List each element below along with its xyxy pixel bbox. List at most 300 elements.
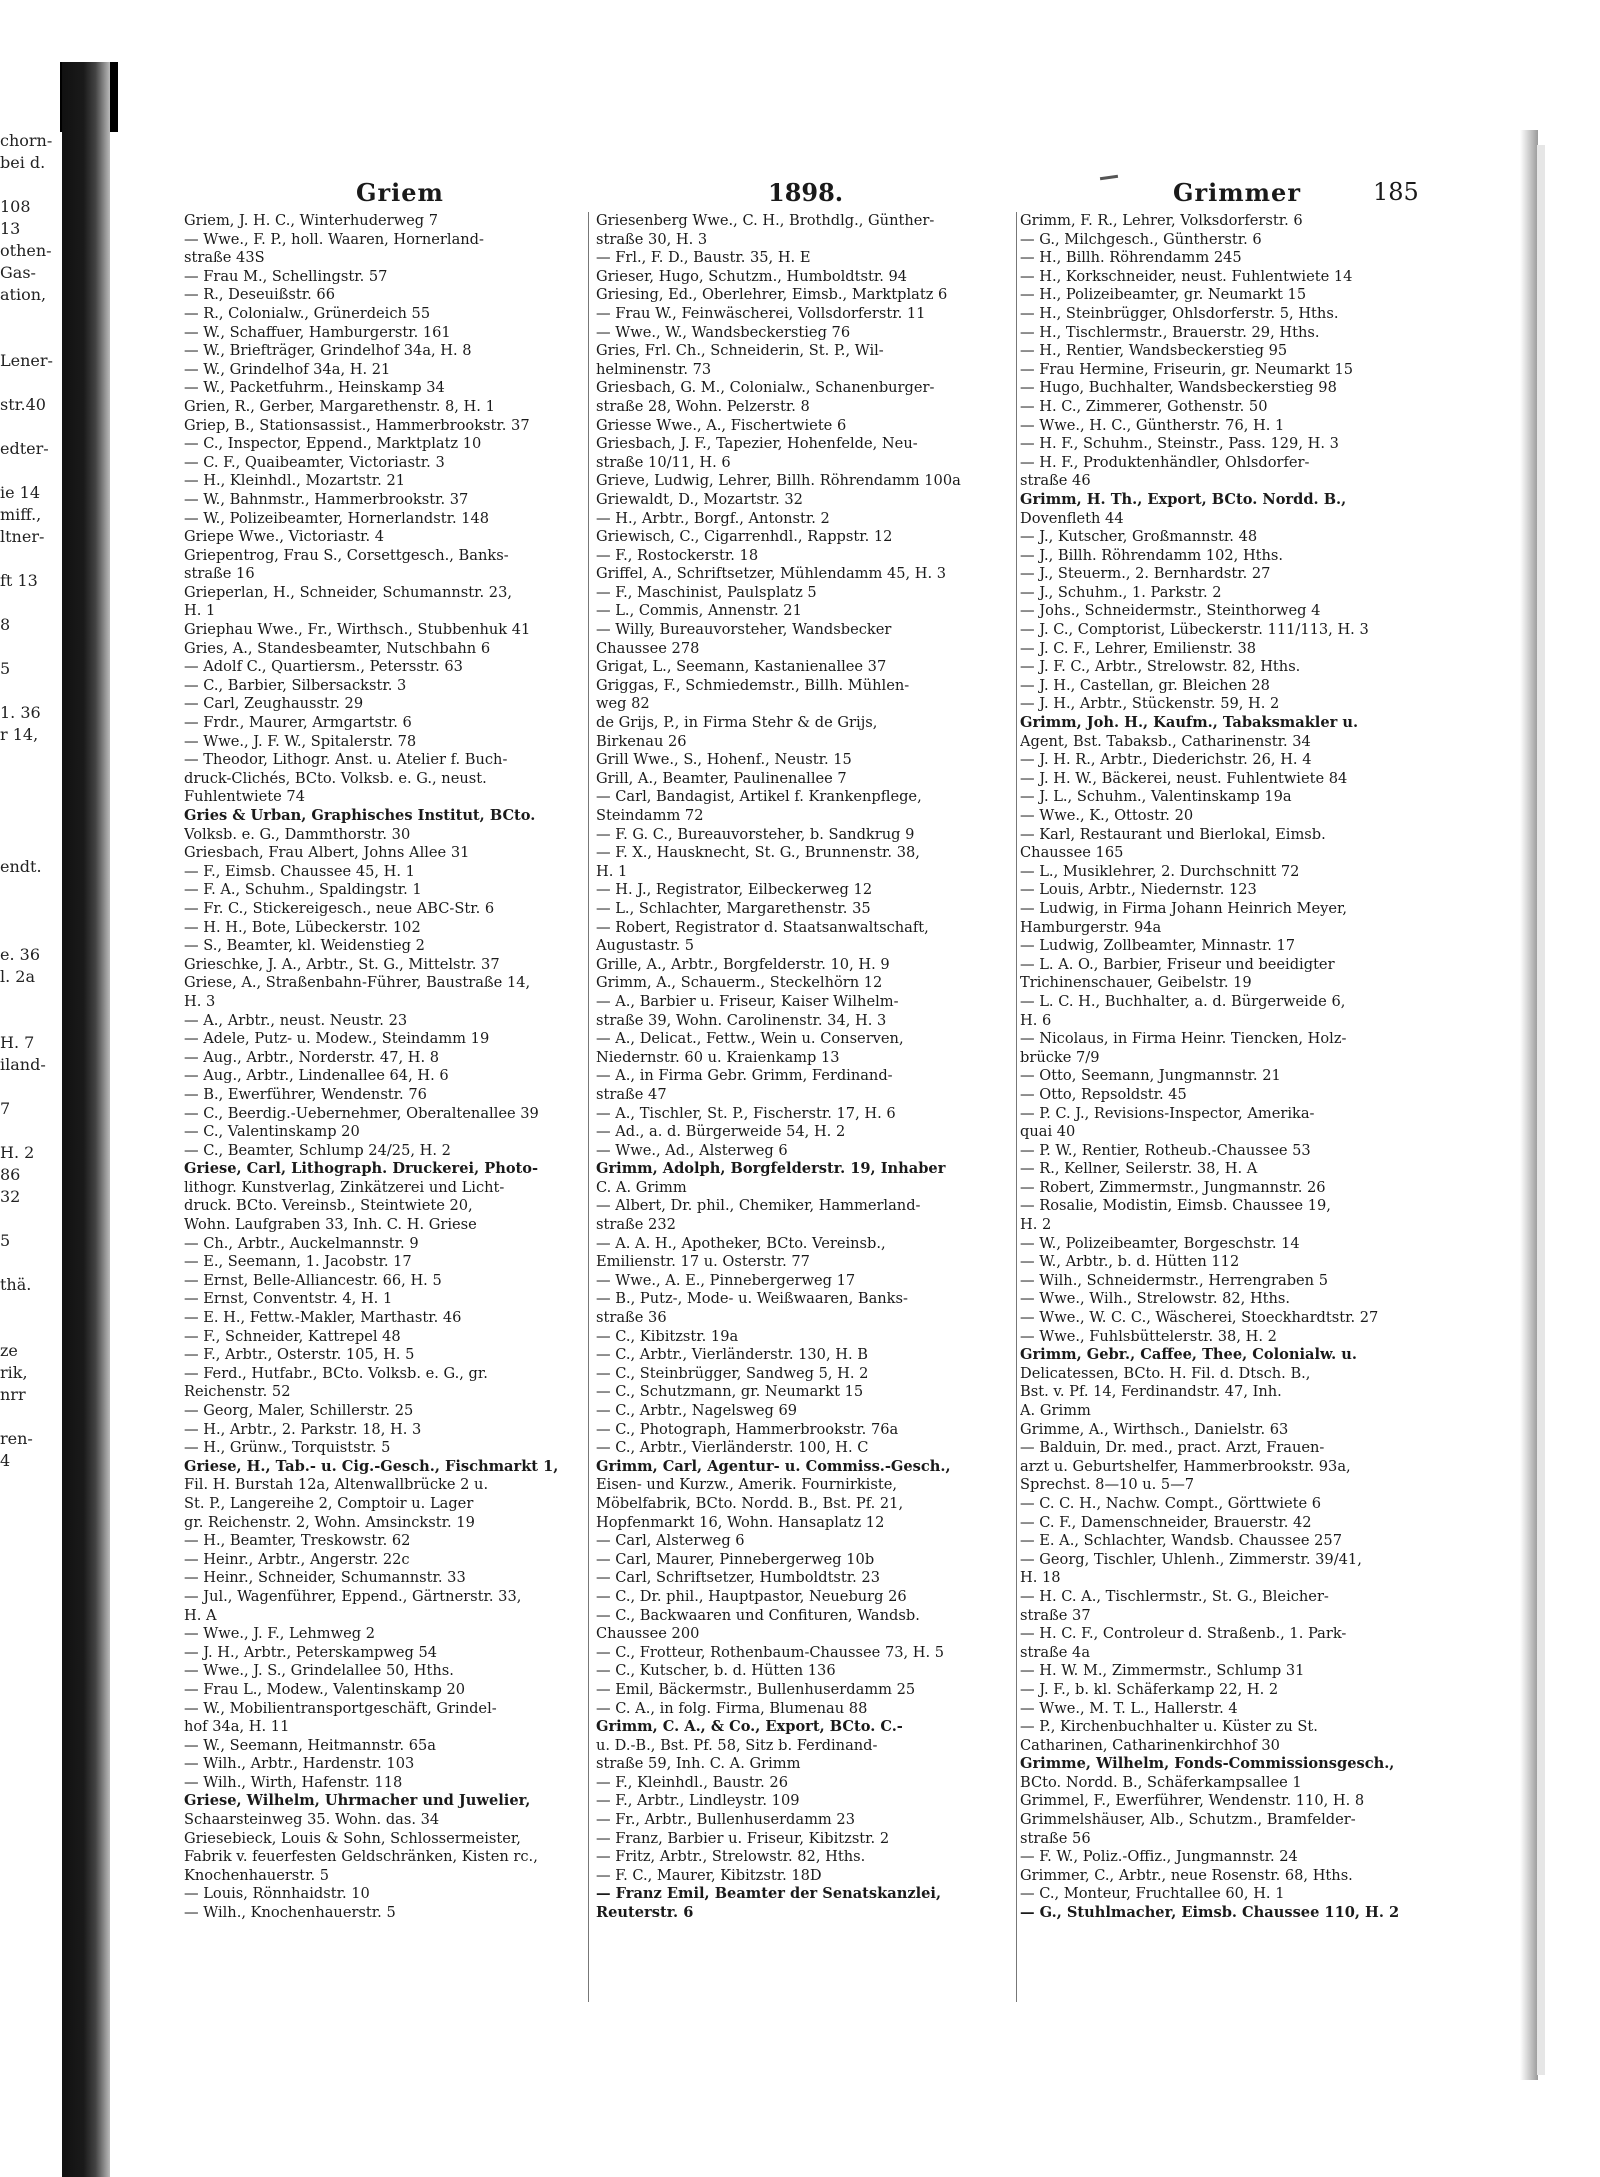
directory-entry-line: Gries, A., Standesbeamter, Nutschbahn 6 bbox=[184, 639, 491, 657]
directory-entry-line: — B., Putz-, Mode- u. Weißwaaren, Banks- bbox=[596, 1290, 908, 1308]
left-page-line: 108 bbox=[0, 197, 31, 216]
directory-entry-line: — H., Grünw., Torquiststr. 5 bbox=[184, 1439, 391, 1457]
directory-entry-line: — H. W. M., Zimmermstr., Schlump 31 bbox=[1020, 1662, 1305, 1680]
directory-entry-line: — Fritz, Arbtr., Strelowstr. 82, Hths. bbox=[596, 1848, 866, 1866]
header-right-keyword: Grimmer bbox=[1173, 178, 1301, 207]
directory-entry-line: Emilienstr. 17 u. Osterstr. 77 bbox=[596, 1253, 810, 1271]
directory-entry-line: Fuhlentwiete 74 bbox=[184, 788, 305, 806]
directory-entry-line: straße 28, Wohn. Pelzerstr. 8 bbox=[596, 397, 810, 415]
directory-entry-line: — A., Arbtr., neust. Neustr. 23 bbox=[184, 1011, 408, 1029]
directory-entry-line: — H., Polizeibeamter, gr. Neumarkt 15 bbox=[1020, 286, 1307, 304]
left-page-line: ie 14 bbox=[0, 483, 41, 502]
directory-entry-line: Griesenberg Wwe., C. H., Brothdlg., Günther- bbox=[596, 212, 935, 229]
left-page-line: ze bbox=[0, 1341, 18, 1360]
directory-entry-line: — E. A., Schlachter, Wandsb. Chaussee 257 bbox=[1020, 1532, 1342, 1550]
directory-entry-line: — Frau L., Modew., Valentinskamp 20 bbox=[184, 1680, 466, 1698]
directory-column-3 bbox=[1020, 212, 1435, 1923]
directory-entry-line: — W., Seemann, Heitmannstr. 65a bbox=[184, 1736, 436, 1754]
directory-entry-line: quai 40 bbox=[1020, 1123, 1076, 1141]
directory-entry-line: — J. H., Arbtr., Stückenstr. 59, H. 2 bbox=[1020, 695, 1280, 713]
left-page-line bbox=[0, 900, 58, 922]
directory-entry-line: — H. C. F., Controleur d. Straßenb., 1. Park- bbox=[1020, 1625, 1347, 1643]
directory-entry-line: — Wwe., A. E., Pinnebergerweg 17 bbox=[596, 1271, 856, 1289]
directory-entry-line: — C., Barbier, Silbersackstr. 3 bbox=[184, 676, 407, 694]
directory-entry-line: straße 16 bbox=[184, 565, 255, 583]
directory-entry-line: — A., Delicat., Fettw., Wein u. Conserven, bbox=[596, 1030, 904, 1048]
directory-entry-line: — L. A. O., Barbier, Friseur und beeidigter bbox=[1020, 955, 1335, 973]
directory-entry-line: Grimm, Joh. H., Kaufm., Tabaksmakler u. bbox=[1020, 714, 1359, 732]
directory-entry-line: — C., Arbtr., Nagelsweg 69 bbox=[596, 1402, 798, 1419]
directory-entry-line: H. 1 bbox=[184, 602, 216, 620]
directory-entry-line: — C., Dr. phil., Hauptpastor, Neueburg 26 bbox=[596, 1587, 907, 1605]
directory-entry-line: — F., Maschinist, Paulsplatz 5 bbox=[596, 583, 817, 601]
left-page-line bbox=[0, 1010, 58, 1032]
directory-entry-line: — Johs., Schneidermstr., Steinthorweg 4 bbox=[1020, 602, 1321, 620]
directory-entry-line: — P. C. J., Revisions-Inspector, Amerika- bbox=[1020, 1104, 1315, 1122]
directory-entry-line: Grimmelshäuser, Alb., Schutzm., Bramfelder- bbox=[1020, 1811, 1356, 1829]
directory-entry-line: Fabrik v. feuerfesten Geldschränken, Kisten rc., bbox=[184, 1848, 538, 1866]
directory-entry-line: straße 30, H. 3 bbox=[596, 230, 708, 248]
directory-entry-line: — Louis, Rönnhaidstr. 10 bbox=[184, 1885, 370, 1903]
header-left-keyword: Griem bbox=[356, 178, 444, 207]
directory-entry-line: — R., Kellner, Seilerstr. 38, H. A bbox=[1020, 1160, 1258, 1178]
directory-entry-line: — H., Beamter, Treskowstr. 62 bbox=[184, 1532, 411, 1550]
left-page-line: ren- bbox=[0, 1429, 33, 1448]
directory-entry-line: H. A bbox=[184, 1606, 217, 1624]
directory-entry-line: Griesebieck, Louis & Sohn, Schlossermeister, bbox=[184, 1829, 521, 1847]
page-number: 185 bbox=[1373, 178, 1419, 206]
directory-entry-line: Catharinen, Catharinenkirchhof 30 bbox=[1020, 1736, 1280, 1754]
directory-entry-line: Griese, Carl, Lithograph. Druckerei, Photo- bbox=[184, 1160, 539, 1178]
directory-entry-line: Schaarsteinweg 35. Wohn. das. 34 bbox=[184, 1811, 440, 1829]
left-page-line bbox=[0, 812, 58, 834]
left-page-line: thä. bbox=[0, 1275, 32, 1294]
left-page-line: nrr bbox=[0, 1385, 26, 1404]
left-page-line: 4 bbox=[0, 1451, 11, 1470]
directory-entry-line: — C. A., in folg. Firma, Blumenau 88 bbox=[596, 1699, 868, 1717]
directory-entry-line: — Heinr., Arbtr., Angerstr. 22c bbox=[184, 1550, 410, 1568]
directory-entry-line: — F., Arbtr., Osterstr. 105, H. 5 bbox=[184, 1346, 415, 1364]
left-page-line bbox=[0, 680, 58, 702]
directory-entry-line: — Wwe., J. F., Lehmweg 2 bbox=[184, 1625, 375, 1643]
directory-entry-line: — H., Steinbrügger, Ohlsdorferstr. 5, Hths. bbox=[1020, 304, 1339, 322]
directory-entry-line: — A. A. H., Apotheker, BCto. Vereinsb., bbox=[596, 1234, 886, 1252]
directory-entry-line: — H. C., Zimmerer, Gothenstr. 50 bbox=[1020, 397, 1268, 415]
directory-entry-line: — Wilh., Arbtr., Hardenstr. 103 bbox=[184, 1755, 415, 1773]
directory-entry-line: Grimmer, C., Arbtr., neue Rosenstr. 68, Hths. bbox=[1020, 1866, 1353, 1884]
left-page-line bbox=[0, 988, 58, 1010]
left-page-line bbox=[0, 416, 58, 438]
directory-entry-line: Grimm, A., Schauerm., Steckelhörn 12 bbox=[596, 974, 883, 992]
directory-entry-line: Steindamm 72 bbox=[596, 807, 704, 824]
directory-entry-line: — Rosalie, Modistin, Eimsb. Chaussee 19, bbox=[1020, 1197, 1331, 1215]
directory-entry-line: — J. L., Schuhm., Valentinskamp 19a bbox=[1020, 788, 1292, 806]
directory-entry-line: — Wilh., Schneidermstr., Herrengraben 5 bbox=[1020, 1271, 1329, 1289]
directory-entry-line: — R., Colonialw., Grünerdeich 55 bbox=[184, 304, 431, 322]
left-page-line bbox=[0, 636, 58, 658]
directory-entry-line: H. 1 bbox=[596, 862, 628, 880]
left-page-line: 5 bbox=[0, 1231, 11, 1250]
directory-entry-line: straße 46 bbox=[1020, 472, 1091, 490]
directory-entry-line: Griffel, A., Schriftsetzer, Mühlendamm 45, H. 3 bbox=[596, 565, 947, 583]
directory-entry-line: — E., Seemann, 1. Jacobstr. 17 bbox=[184, 1253, 412, 1271]
directory-entry-line: Grigat, L., Seemann, Kastanienallee 37 bbox=[596, 658, 887, 676]
directory-entry-line: — Fr. C., Stickereigesch., neue ABC-Str. 6 bbox=[184, 899, 495, 917]
directory-entry-line: Grimm, Gebr., Caffee, Thee, Colonialw. u. bbox=[1020, 1346, 1357, 1364]
directory-entry-line: de Grijs, P., in Firma Stehr & de Grijs, bbox=[596, 714, 878, 732]
directory-entry-line: A. Grimm bbox=[1020, 1402, 1091, 1419]
directory-entry-line: — Wilh., Wirth, Hafenstr. 118 bbox=[184, 1773, 403, 1791]
left-page-line: 32 bbox=[0, 1187, 21, 1206]
directory-entry-line: Volksb. e. G., Dammthorstr. 30 bbox=[184, 825, 411, 843]
directory-entry-line: — Georg, Tischler, Uhlenh., Zimmerstr. 39/41, bbox=[1020, 1550, 1362, 1568]
directory-entry-line: — Ernst, Conventstr. 4, H. 1 bbox=[184, 1290, 393, 1308]
directory-entry-line: Chaussee 200 bbox=[596, 1625, 700, 1643]
directory-entry-line: — C., Arbtr., Vierländerstr. 130, H. B bbox=[596, 1346, 868, 1364]
directory-entry-line: — H. C. A., Tischlermstr., St. G., Bleicher- bbox=[1020, 1587, 1329, 1605]
left-page-line: 1. 36 bbox=[0, 703, 41, 722]
directory-entry-line: Griggas, F., Schmiedemstr., Billh. Mühlen- bbox=[596, 676, 910, 694]
left-page-line: Gas- bbox=[0, 263, 36, 282]
directory-entry-line: — H., Kleinhdl., Mozartstr. 21 bbox=[184, 472, 406, 490]
directory-entry-line: — J. H., Arbtr., Peterskampweg 54 bbox=[184, 1643, 438, 1661]
directory-entry-line: — C. F., Damenschneider, Brauerstr. 42 bbox=[1020, 1513, 1312, 1531]
directory-entry-line: — C., Inspector, Eppend., Marktplatz 10 bbox=[184, 435, 482, 453]
directory-entry-line: Griese, H., Tab.- u. Cig.-Gesch., Fischmarkt 1, bbox=[184, 1457, 559, 1475]
left-page-line bbox=[0, 1406, 58, 1428]
directory-entry-line: — Adele, Putz- u. Modew., Steindamm 19 bbox=[184, 1030, 490, 1048]
directory-entry-line: C. A. Grimm bbox=[596, 1178, 687, 1196]
directory-entry-line: Agent, Bst. Tabaksb., Catharinenstr. 34 bbox=[1020, 732, 1311, 750]
directory-entry-line: — J. H. W., Bäckerei, neust. Fuhlentwiete 84 bbox=[1020, 769, 1348, 787]
directory-entry-line: — J., Billh. Röhrendamm 102, Hths. bbox=[1020, 546, 1284, 564]
directory-entry-line: — Wwe., M. T. L., Hallerstr. 4 bbox=[1020, 1699, 1238, 1717]
directory-entry-line: — Otto, Repsoldstr. 45 bbox=[1020, 1085, 1187, 1103]
directory-entry-line: straße 39, Wohn. Carolinenstr. 34, H. 3 bbox=[596, 1011, 887, 1029]
directory-entry-line: Gries & Urban, Graphisches Institut, BCto. bbox=[184, 807, 536, 824]
directory-entry-line: — Louis, Arbtr., Niedernstr. 123 bbox=[1020, 881, 1257, 899]
directory-entry-line: Grieperlan, H., Schneider, Schumannstr. 23, bbox=[184, 583, 513, 601]
directory-entry-line: — Wwe., W. C. C., Wäscherei, Stoeckhardtstr. 27 bbox=[1020, 1309, 1379, 1327]
left-page-line: miff., bbox=[0, 505, 42, 524]
directory-entry-line: u. D.-B., Bst. Pf. 58, Sitz b. Ferdinand- bbox=[596, 1736, 878, 1754]
directory-entry-line: Augustastr. 5 bbox=[596, 937, 695, 955]
directory-entry-line: — C., Kibitzstr. 19a bbox=[596, 1327, 739, 1345]
directory-entry-line: — W., Arbtr., b. d. Hütten 112 bbox=[1020, 1253, 1240, 1271]
directory-entry-line: druck-Clichés, BCto. Volksb. e. G., neust. bbox=[184, 769, 487, 787]
left-page-line: endt. bbox=[0, 857, 42, 876]
left-page-line bbox=[0, 306, 58, 328]
left-page-line: H. 7 bbox=[0, 1033, 35, 1052]
left-page-line: Lener- bbox=[0, 351, 53, 370]
directory-entry-line: — H., Billh. Röhrendamm 245 bbox=[1020, 249, 1242, 267]
directory-entry-line: — Wwe., Wilh., Strelowstr. 82, Hths. bbox=[1020, 1290, 1291, 1308]
directory-entry-line: — W., Grindelhof 34a, H. 21 bbox=[184, 360, 391, 378]
left-page-line bbox=[0, 460, 58, 482]
directory-entry-line: — J. C., Comptorist, Lübeckerstr. 111/113, H. 3 bbox=[1020, 621, 1369, 639]
left-page-line: rik, bbox=[0, 1363, 28, 1382]
directory-entry-line: — Theodor, Lithogr. Anst. u. Atelier f. Buch- bbox=[184, 751, 508, 769]
directory-entry-line: Grimm, Carl, Agentur- u. Commiss.-Gesch., bbox=[596, 1457, 951, 1475]
directory-entry-line: — J., Kutscher, Großmannstr. 48 bbox=[1020, 528, 1258, 546]
directory-entry-line: Eisen- und Kurzw., Amerik. Fournirkiste, bbox=[596, 1476, 897, 1494]
directory-entry-line: Grimm, C. A., & Co., Export, BCto. C.- bbox=[596, 1718, 903, 1736]
directory-entry-line: — C. F., Quaibeamter, Victoriastr. 3 bbox=[184, 453, 445, 471]
directory-entry-line: — J., Schuhm., 1. Parkstr. 2 bbox=[1020, 583, 1222, 601]
directory-entry-line: — J. H., Castellan, gr. Bleichen 28 bbox=[1020, 676, 1270, 694]
directory-entry-line: — A., Barbier u. Friseur, Kaiser Wilhelm- bbox=[596, 992, 899, 1010]
directory-entry-line: straße 4a bbox=[1020, 1643, 1091, 1661]
left-page-line: r 14, bbox=[0, 725, 39, 744]
directory-entry-line: Griese, Wilhelm, Uhrmacher und Juwelier, bbox=[184, 1792, 531, 1810]
directory-entry-line: — C., Backwaaren und Confituren, Wandsb. bbox=[596, 1606, 920, 1624]
directory-entry-line: — H., Rentier, Wandsbeckerstieg 95 bbox=[1020, 342, 1288, 360]
left-page-line: edter- bbox=[0, 439, 49, 458]
directory-entry-line: — Aug., Arbtr., Lindenallee 64, H. 6 bbox=[184, 1067, 449, 1085]
directory-entry-line: Knochenhauerstr. 5 bbox=[184, 1866, 330, 1884]
directory-entry-line: — Carl, Maurer, Pinnebergerweg 10b bbox=[596, 1550, 875, 1568]
directory-entry-line: Grill Wwe., S., Hohenf., Neustr. 15 bbox=[596, 751, 852, 769]
directory-entry-line: — Franz, Barbier u. Friseur, Kibitzstr. 2 bbox=[596, 1829, 890, 1847]
directory-entry-line: — L., Commis, Annenstr. 21 bbox=[596, 602, 802, 620]
directory-entry-line: Grimm, Adolph, Borgfelderstr. 19, Inhaber bbox=[596, 1160, 946, 1178]
directory-entry-line: — Wwe., F. P., holl. Waaren, Hornerland- bbox=[184, 230, 484, 248]
left-page-line: 13 bbox=[0, 219, 21, 238]
left-page-line: l. 2a bbox=[0, 967, 36, 986]
directory-entry-line: Chaussee 278 bbox=[596, 639, 700, 657]
directory-entry-line: Gries, Frl. Ch., Schneiderin, St. P., Wil- bbox=[596, 342, 884, 360]
left-page-line bbox=[0, 1208, 58, 1230]
directory-entry-line: — Franz Emil, Beamter der Senatskanzlei, bbox=[596, 1885, 942, 1903]
directory-entry-line: Hopfenmarkt 16, Wohn. Hansaplatz 12 bbox=[596, 1513, 885, 1531]
left-page-line: iland- bbox=[0, 1055, 46, 1074]
directory-entry-line: — Wwe., K., Ottostr. 20 bbox=[1020, 807, 1194, 824]
directory-entry-line: — H. F., Schuhm., Steinstr., Pass. 129, H. 3 bbox=[1020, 435, 1339, 453]
directory-entry-line: Griewisch, C., Cigarrenhdl., Rappstr. 12 bbox=[596, 528, 893, 546]
page-edge-inner bbox=[1537, 145, 1545, 2075]
directory-entry-line: Grimme, A., Wirthsch., Danielstr. 63 bbox=[1020, 1420, 1289, 1438]
directory-entry-line: Grimmel, F., Ewerführer, Wendenstr. 110, H. 8 bbox=[1020, 1792, 1365, 1810]
directory-entry-line: H. 18 bbox=[1020, 1569, 1061, 1587]
directory-entry-line: straße 10/11, H. 6 bbox=[596, 453, 731, 471]
directory-entry-line: — Balduin, Dr. med., pract. Arzt, Frauen- bbox=[1020, 1439, 1325, 1457]
directory-entry-line: straße 56 bbox=[1020, 1829, 1091, 1847]
left-page-line: othen- bbox=[0, 241, 52, 260]
directory-entry-line: Sprechst. 8—10 u. 5—7 bbox=[1020, 1476, 1195, 1494]
directory-entry-line: straße 59, Inh. C. A. Grimm bbox=[596, 1755, 801, 1773]
left-page-line bbox=[0, 1252, 58, 1274]
directory-entry-line: Griepentrog, Frau S., Corsettgesch., Banks- bbox=[184, 546, 509, 564]
directory-entry-line: — B., Ewerführer, Wendenstr. 76 bbox=[184, 1085, 427, 1103]
left-page-line bbox=[0, 174, 58, 196]
directory-entry-line: Birkenau 26 bbox=[596, 732, 687, 750]
directory-entry-line: — Nicolaus, in Firma Heinr. Tiencken, Holz- bbox=[1020, 1030, 1347, 1048]
directory-entry-line: — C., Steinbrügger, Sandweg 5, H. 2 bbox=[596, 1364, 869, 1382]
directory-entry-line: — Hugo, Buchhalter, Wandsbeckerstieg 98 bbox=[1020, 379, 1337, 397]
directory-entry-line: — Wwe., Fuhlsbüttelerstr. 38, H. 2 bbox=[1020, 1327, 1277, 1345]
left-page-line bbox=[0, 922, 58, 944]
directory-entry-line: — L., Musiklehrer, 2. Durchschnitt 72 bbox=[1020, 862, 1300, 880]
directory-entry-line: straße 43S bbox=[184, 249, 265, 267]
directory-entry-line: — Frau M., Schellingstr. 57 bbox=[184, 267, 388, 285]
directory-entry-line: straße 47 bbox=[596, 1085, 667, 1103]
left-page-line: ft 13 bbox=[0, 571, 38, 590]
directory-entry-line: druck. BCto. Vereinsb., Steintwiete 20, bbox=[184, 1197, 473, 1215]
directory-entry-line: — W., Polizeibeamter, Hornerlandstr. 148 bbox=[184, 509, 490, 527]
directory-entry-line: — Heinr., Schneider, Schumannstr. 33 bbox=[184, 1569, 466, 1587]
directory-entry-line: gr. Reichenstr. 2, Wohn. Amsinckstr. 19 bbox=[184, 1513, 475, 1531]
directory-entry-line: — Wwe., Ad., Alsterweg 6 bbox=[596, 1141, 788, 1159]
left-page-line bbox=[0, 1120, 58, 1142]
directory-entry-line: — W., Schaffuer, Hamburgerstr. 161 bbox=[184, 323, 451, 341]
left-page-line: ation, bbox=[0, 285, 47, 304]
directory-column-1 bbox=[184, 212, 582, 1923]
directory-entry-line: — Adolf C., Quartiersm., Petersstr. 63 bbox=[184, 658, 463, 676]
directory-entry-line: — Aug., Arbtr., Norderstr. 47, H. 8 bbox=[184, 1048, 440, 1066]
directory-entry-line: Griep, B., Stationsassist., Hammerbrookstr. 37 bbox=[184, 416, 530, 434]
directory-entry-line: Reuterstr. 6 bbox=[596, 1904, 694, 1922]
directory-entry-line: — H. H., Bote, Lübeckerstr. 102 bbox=[184, 918, 421, 936]
directory-entry-line: — J. C. F., Lehrer, Emilienstr. 38 bbox=[1020, 639, 1257, 657]
directory-entry-line: — Wilh., Knochenhauerstr. 5 bbox=[184, 1904, 396, 1922]
directory-entry-line: — F. A., Schuhm., Spaldingstr. 1 bbox=[184, 881, 422, 899]
directory-entry-line: Griesbach, Frau Albert, Johns Allee 31 bbox=[184, 844, 470, 862]
directory-entry-line: Dovenfleth 44 bbox=[1020, 509, 1124, 527]
directory-entry-line: — W., Polizeibeamter, Borgeschstr. 14 bbox=[1020, 1234, 1300, 1252]
directory-entry-line: straße 36 bbox=[596, 1309, 667, 1327]
directory-entry-line: — H. J., Registrator, Eilbeckerweg 12 bbox=[596, 881, 873, 899]
directory-entry-line: Griesse Wwe., A., Fischertwiete 6 bbox=[596, 416, 847, 434]
directory-entry-line: — C., Beerdig.-Uebernehmer, Oberaltenallee 39 bbox=[184, 1104, 539, 1122]
directory-entry-line: Grien, R., Gerber, Margarethenstr. 8, H. 1 bbox=[184, 397, 495, 415]
directory-entry-line: — Otto, Seemann, Jungmannstr. 21 bbox=[1020, 1067, 1281, 1085]
directory-entry-line: — F., Schneider, Kattrepel 48 bbox=[184, 1327, 401, 1345]
directory-entry-line: Wohn. Laufgraben 33, Inh. C. H. Griese bbox=[184, 1216, 477, 1234]
directory-entry-line: — Frdr., Maurer, Armgartstr. 6 bbox=[184, 714, 412, 732]
directory-entry-line: — Ferd., Hutfabr., BCto. Volksb. e. G., gr. bbox=[184, 1364, 488, 1382]
directory-entry-line: — Wwe., W., Wandsbeckerstieg 76 bbox=[596, 323, 851, 341]
directory-entry-line: Griesing, Ed., Oberlehrer, Eimsb., Marktplatz 6 bbox=[596, 286, 948, 304]
directory-entry-line: — F., Rostockerstr. 18 bbox=[596, 546, 759, 564]
directory-entry-line: — Jul., Wagenführer, Eppend., Gärtnerstr. 33, bbox=[184, 1587, 522, 1605]
directory-entry-line: — H., Arbtr., Borgf., Antonstr. 2 bbox=[596, 509, 830, 527]
directory-entry-line: Möbelfabrik, BCto. Nordd. B., Bst. Pf. 21, bbox=[596, 1494, 904, 1512]
header-year: 1898. bbox=[768, 178, 844, 207]
directory-entry-line: — Emil, Bäckermstr., Bullenhuserdamm 25 bbox=[596, 1680, 916, 1698]
directory-entry-line: Grimm, F. R., Lehrer, Volksdorferstr. 6 bbox=[1020, 212, 1303, 229]
left-page-fragment bbox=[0, 130, 58, 2030]
left-page-line: chorn- bbox=[0, 131, 53, 150]
directory-entry-line: — H., Arbtr., 2. Parkstr. 18, H. 3 bbox=[184, 1420, 422, 1438]
left-page-line: bei d. bbox=[0, 153, 46, 172]
directory-column-2 bbox=[596, 212, 1018, 1923]
directory-entry-line: Hamburgerstr. 94a bbox=[1020, 918, 1162, 936]
left-page-line bbox=[0, 1318, 58, 1340]
directory-entry-line: — C., Valentinskamp 20 bbox=[184, 1123, 360, 1141]
directory-entry-line: — Robert, Zimmermstr., Jungmannstr. 26 bbox=[1020, 1178, 1326, 1196]
column-rule bbox=[588, 212, 589, 2002]
directory-entry-line: — F. C., Maurer, Kibitzstr. 18D bbox=[596, 1866, 822, 1884]
directory-entry-line: Grimm, H. Th., Export, BCto. Nordd. B., bbox=[1020, 490, 1347, 508]
left-page-line: 8 bbox=[0, 615, 11, 634]
directory-entry-line: H. 2 bbox=[1020, 1216, 1052, 1234]
directory-entry-line: — L. C. H., Buchhalter, a. d. Bürgerweide 6, bbox=[1020, 992, 1346, 1010]
directory-entry-line: Griewaldt, D., Mozartstr. 32 bbox=[596, 490, 803, 508]
page-edge bbox=[1520, 130, 1538, 2080]
directory-entry-line: — J., Steuerm., 2. Bernhardstr. 27 bbox=[1020, 565, 1271, 583]
directory-entry-line: — C., Arbtr., Vierländerstr. 100, H. C bbox=[596, 1439, 869, 1457]
directory-entry-line: — J. H. R., Arbtr., Diederichstr. 26, H. 4 bbox=[1020, 751, 1312, 769]
directory-entry-line: — Ad., a. d. Bürgerweide 54, H. 2 bbox=[596, 1123, 846, 1141]
directory-entry-line: — H., Korkschneider, neust. Fuhlentwiete 14 bbox=[1020, 267, 1353, 285]
directory-entry-line: — C., Schutzmann, gr. Neumarkt 15 bbox=[596, 1383, 864, 1401]
directory-entry-line: — P., Kirchenbuchhalter u. Küster zu St. bbox=[1020, 1718, 1318, 1736]
directory-entry-line: — Frau W., Feinwäscherei, Vollsdorferstr. 11 bbox=[596, 304, 926, 322]
book-gutter bbox=[62, 62, 110, 2177]
directory-entry-line: helminenstr. 73 bbox=[596, 360, 712, 378]
directory-entry-line: Grille, A., Arbtr., Borgfelderstr. 10, H. 9 bbox=[596, 955, 890, 973]
left-page-line: 5 bbox=[0, 659, 11, 678]
directory-entry-line: — C., Photograph, Hammerbrookstr. 76a bbox=[596, 1420, 899, 1438]
directory-entry-line: — F., Kleinhdl., Baustr. 26 bbox=[596, 1773, 788, 1791]
left-page-line: e. 36 bbox=[0, 945, 40, 964]
directory-entry-line: Niedernstr. 60 u. Kraienkamp 13 bbox=[596, 1048, 840, 1066]
directory-entry-line: — G., Milchgesch., Güntherstr. 6 bbox=[1020, 230, 1262, 248]
directory-entry-line: brücke 7/9 bbox=[1020, 1048, 1100, 1066]
left-page-line: str.40 bbox=[0, 395, 46, 414]
directory-entry-line: Grill, A., Beamter, Paulinenallee 7 bbox=[596, 769, 847, 787]
left-page-line bbox=[0, 790, 58, 812]
directory-entry-line: Reichenstr. 52 bbox=[184, 1383, 291, 1401]
left-page-line bbox=[0, 372, 58, 394]
left-page-line bbox=[0, 1076, 58, 1098]
left-page-line bbox=[0, 878, 58, 900]
directory-entry-line: — Karl, Restaurant und Bierlokal, Eimsb. bbox=[1020, 825, 1326, 843]
left-page-line: 86 bbox=[0, 1165, 21, 1184]
directory-entry-line: — W., Mobilientransportgeschäft, Grindel- bbox=[184, 1699, 497, 1717]
directory-entry-line: H. 3 bbox=[184, 992, 216, 1010]
directory-entry-line: — F., Eimsb. Chaussee 45, H. 1 bbox=[184, 862, 415, 880]
directory-entry-line: — W., Briefträger, Grindelhof 34a, H. 8 bbox=[184, 342, 472, 360]
directory-entry-line: — H., Tischlermstr., Brauerstr. 29, Hths. bbox=[1020, 323, 1320, 341]
left-page-line bbox=[0, 1296, 58, 1318]
directory-entry-line: — C., Monteur, Fruchtallee 60, H. 1 bbox=[1020, 1885, 1285, 1903]
directory-entry-line: — Ch., Arbtr., Auckelmannstr. 9 bbox=[184, 1234, 419, 1252]
directory-entry-line: — J. F., b. kl. Schäferkamp 22, H. 2 bbox=[1020, 1680, 1279, 1698]
left-page-line bbox=[0, 746, 58, 768]
directory-entry-line: Fil. H. Burstah 12a, Altenwallbrücke 2 u. bbox=[184, 1476, 489, 1494]
directory-entry-line: hof 34a, H. 11 bbox=[184, 1718, 290, 1736]
directory-entry-line: — Carl, Zeughausstr. 29 bbox=[184, 695, 364, 713]
directory-entry-line: lithogr. Kunstverlag, Zinkätzerei und Licht- bbox=[184, 1178, 505, 1196]
directory-entry-line: — G., Stuhlmacher, Eimsb. Chaussee 110, H. 2 bbox=[1020, 1904, 1400, 1922]
directory-entry-line: — W., Bahnmstr., Hammerbrookstr. 37 bbox=[184, 490, 469, 508]
directory-entry-line: — F. X., Hausknecht, St. G., Brunnenstr. 38, bbox=[596, 844, 920, 862]
running-header bbox=[128, 178, 1428, 210]
left-page-line bbox=[0, 768, 58, 790]
directory-entry-line: — Willy, Bureauvorsteher, Wandsbecker bbox=[596, 621, 892, 639]
directory-entry-line: — R., Deseuißstr. 66 bbox=[184, 286, 335, 304]
directory-entry-line: — A., in Firma Gebr. Grimm, Ferdinand- bbox=[596, 1067, 893, 1085]
directory-entry-line: — Frl., F. D., Baustr. 35, H. E bbox=[596, 249, 811, 267]
directory-entry-line: — Ludwig, in Firma Johann Heinrich Meyer, bbox=[1020, 899, 1348, 917]
directory-entry-line: arzt u. Geburtshelfer, Hammerbrookstr. 93a, bbox=[1020, 1457, 1351, 1475]
directory-entry-line: — Carl, Alsterweg 6 bbox=[596, 1532, 745, 1550]
directory-entry-line: — C. C. H., Nachw. Compt., Görttwiete 6 bbox=[1020, 1494, 1322, 1512]
directory-entry-line: Trichinenschauer, Geibelstr. 19 bbox=[1020, 974, 1252, 992]
directory-entry-line: Grieschke, J. A., Arbtr., St. G., Mittelstr. 37 bbox=[184, 955, 500, 973]
directory-entry-line: — Ernst, Belle-Alliancestr. 66, H. 5 bbox=[184, 1271, 442, 1289]
